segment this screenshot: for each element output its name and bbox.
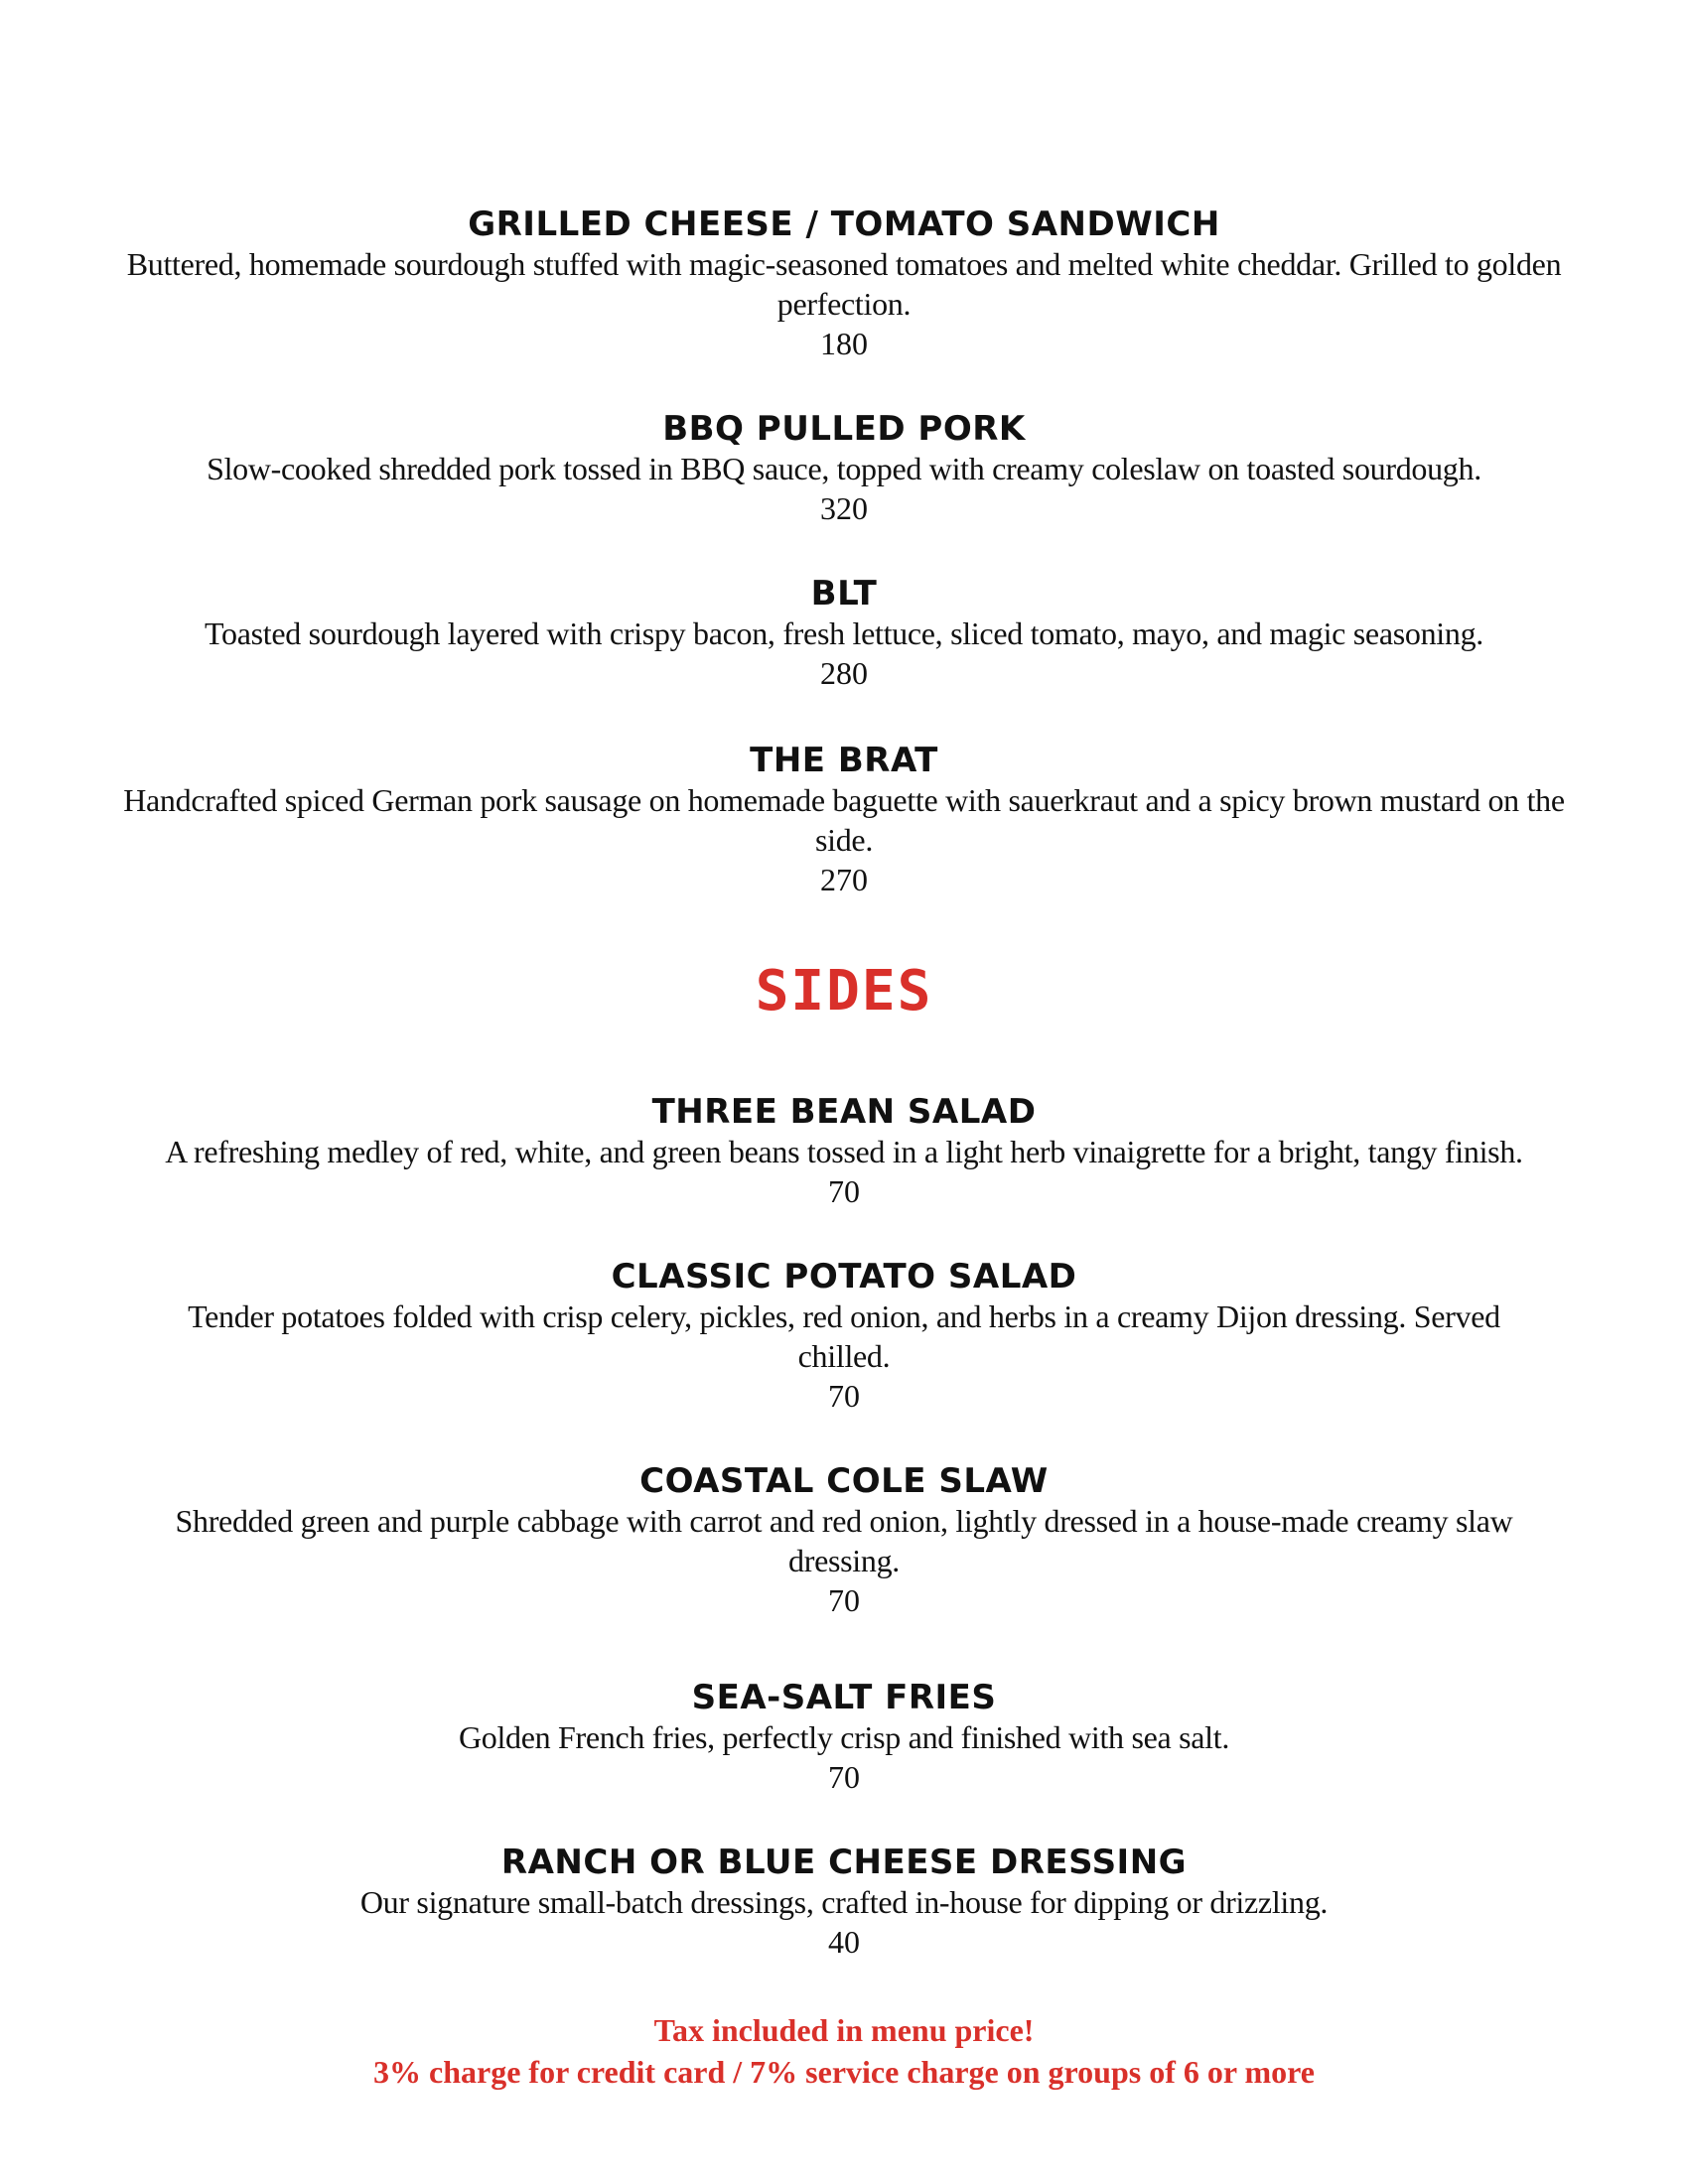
item-description: Shredded green and purple cabbage with carrot and red onion, lightly dressed in a house-made creamy slaw dressing.	[175, 1503, 1513, 1578]
item-name: RANCH OR BLUE CHEESE DRESSING	[500, 1843, 1188, 1882]
item-name: SEA-SALT FRIES	[691, 1678, 997, 1717]
item-description: Handcrafted spiced German pork sausage on homemade baguette with sauerkraut and a spicy brown mustard on the side.	[123, 782, 1565, 858]
item-name: THREE BEAN SALAD	[651, 1092, 1037, 1132]
item-description: Slow-cooked shredded pork tossed in BBQ sauce, topped with creamy coleslaw on toasted sourdough.	[207, 451, 1481, 486]
item-price: 270	[820, 862, 868, 897]
item-name: COASTAL COLE SLAW	[639, 1461, 1049, 1501]
item-price: 70	[828, 1759, 860, 1795]
item-description: Buttered, homemade sourdough stuffed with magic-seasoned tomatoes and melted white cheddar. Grilled to golden perfection.	[126, 246, 1562, 322]
menu-item-dressing	[99, 1843, 1589, 1962]
footer-notes	[0, 2009, 1688, 2093]
menu-item-grilled-cheese	[99, 205, 1589, 363]
tax-note: Tax included in menu price!	[653, 2012, 1035, 2048]
item-name: GRILLED CHEESE / TOMATO SANDWICH	[468, 205, 1220, 244]
item-description: A refreshing medley of red, white, and green beans tossed in a light herb vinaigrette for a bright, tangy finish.	[165, 1134, 1523, 1169]
menu-item-coastal-cole-slaw	[99, 1461, 1589, 1620]
item-name: THE BRAT	[750, 741, 938, 780]
menu-item-classic-potato-salad	[99, 1257, 1589, 1416]
item-price: 280	[820, 655, 868, 691]
menu-item-three-bean-salad	[99, 1092, 1589, 1211]
item-name: BLT	[810, 574, 878, 614]
menu-item-the-brat	[99, 741, 1589, 899]
item-price: 70	[828, 1378, 860, 1414]
menu-item-blt	[99, 574, 1589, 693]
item-description: Our signature small-batch dressings, crafted in-house for dipping or drizzling.	[359, 1884, 1329, 1920]
item-price: 70	[828, 1173, 860, 1209]
item-name: BBQ PULLED PORK	[662, 409, 1026, 449]
menu-item-sea-salt-fries	[99, 1678, 1589, 1797]
charge-note: 3% charge for credit card / 7% service charge on groups of 6 or more	[373, 2054, 1315, 2090]
item-name: CLASSIC POTATO SALAD	[611, 1257, 1077, 1297]
item-description: Tender potatoes folded with crisp celery, pickles, red onion, and herbs in a creamy Dijon dressing. Served chilled.	[188, 1298, 1500, 1374]
item-description: Toasted sourdough layered with crispy bacon, fresh lettuce, sliced tomato, mayo, and magic seasoning.	[205, 615, 1483, 651]
item-price: 180	[820, 326, 868, 361]
section-title-sides: SIDES	[755, 959, 933, 1024]
item-description: Golden French fries, perfectly crisp and finished with sea salt.	[458, 1719, 1230, 1755]
item-price: 320	[820, 490, 868, 526]
item-price: 70	[828, 1582, 860, 1618]
menu-item-bbq-pulled-pork	[99, 409, 1589, 528]
item-price: 40	[828, 1924, 860, 1960]
